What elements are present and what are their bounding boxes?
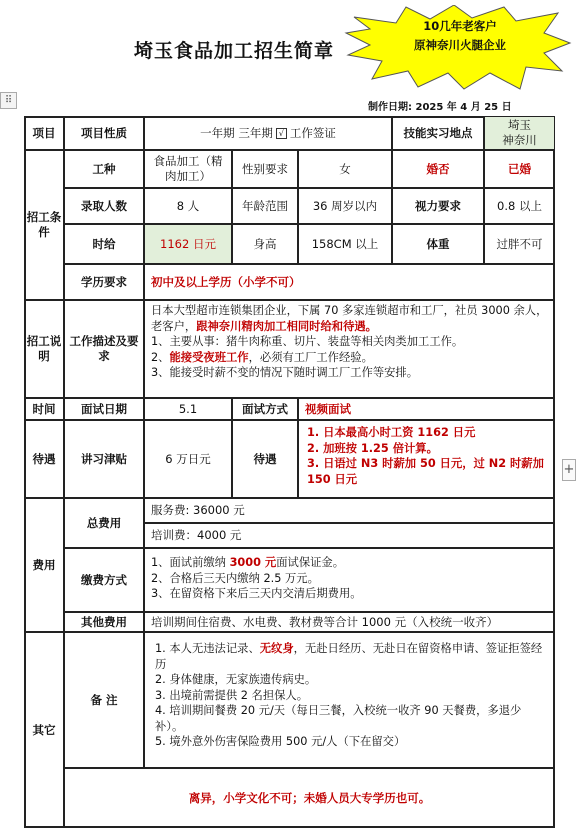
payment-step-3: 3、在留资格下来后三天内交清后期费用。 [151, 587, 362, 600]
job-label: 工种 [64, 150, 144, 188]
remark-2: 2. 身体健康，无家族遗传病史。 [155, 673, 317, 686]
remarks-footer: 离异，小学文化不可；未婚人员大专学历也可。 [64, 768, 555, 828]
work-visa-checkbox[interactable]: √ [276, 128, 287, 139]
payment-step-2: 2、合格后三天内缴纳 2.5 万元。 [151, 571, 319, 585]
description-p3: 2、能接受夜班工作，必须有工厂工作经验。 [151, 350, 373, 364]
treatment-item: 2. 加班按 1.25 倍计算。 [307, 441, 438, 455]
payment-step-1: 1、面试前缴纳 3000 元面试保证金。 [151, 556, 345, 569]
section-conditions: 招工条件 [24, 150, 64, 300]
section-treatment: 待遇 [24, 420, 64, 498]
interview-method-value: 视频面试 [298, 398, 555, 420]
header-nature-label: 项目性质 [64, 116, 144, 150]
description-p1: 日本大型超市连锁集团企业，下属 70 多家连锁超市和工厂，社员 3000 余人，老客户，跟神奈川精肉加工相同时给和待遇。 [151, 304, 548, 333]
payment-method-label: 缴费方式 [64, 548, 144, 612]
service-fee: 服务费: 36000 元 [144, 498, 555, 523]
wage-value: 1162 日元 [144, 224, 232, 264]
section-fees: 费用 [24, 498, 64, 632]
table-drag-handle-icon[interactable]: ⠿ [0, 92, 17, 109]
remark-3: 3. 出境前需提供 2 名担保人。 [155, 688, 309, 702]
edu-value: 初中及以上学历（小学不可） [144, 264, 555, 300]
section-other: 其它 [24, 632, 64, 828]
weight-value: 过胖不可 [484, 224, 555, 264]
add-row-handle-icon[interactable]: + [562, 459, 576, 481]
treatment-item: 3. 日语过 N3 时薪加 50 日元，过 N2 时薪加 150 日元 [307, 457, 544, 486]
badge-line-1: 10几年老客户 [423, 19, 497, 33]
age-value: 36 周岁以内 [298, 188, 392, 224]
description-label: 工作描述及要求 [64, 300, 144, 398]
payment-method-list [144, 548, 555, 612]
treatment-list [298, 420, 555, 498]
total-fee-label: 总费用 [64, 498, 144, 548]
height-value: 158CM 以上 [298, 224, 392, 264]
deposit-amount: 3000 元 [229, 556, 277, 569]
gender-label: 性别要求 [232, 150, 298, 188]
edu-label: 学历要求 [64, 264, 144, 300]
married-label: 婚否 [392, 150, 484, 188]
age-label: 年龄范围 [232, 188, 298, 224]
header-location-label: 技能实习地点 [392, 116, 484, 150]
remarks-list [144, 632, 555, 768]
allowance-value: 6 万日元 [144, 420, 232, 498]
vision-label: 视力要求 [392, 188, 484, 224]
nature-options-text: 一年期 三年期 [200, 125, 273, 140]
height-label: 身高 [232, 224, 298, 264]
remark-4: 4. 培训期间餐费 20 元/天（每日三餐，入校统一收齐 90 天餐费，多退少补）。 [155, 704, 522, 733]
other-fee-value: 培训期间住宿费、水电费、教材费等合计 1000 元（入校统一收齐） [144, 612, 555, 632]
remark-5: 5. 境外意外伤害保险费用 500 元/人（下在留交） [155, 735, 406, 748]
location-value-1: 埼玉 [508, 118, 531, 132]
header-project: 项目 [24, 116, 64, 150]
interview-date-value: 5.1 [144, 398, 232, 420]
count-label: 录取人数 [64, 188, 144, 224]
description-p2: 1、主要从事：猪牛肉称重、切片、装盘等相关肉类加工工作。 [151, 335, 464, 348]
description-p4: 3、能接受时薪不变的情况下随时调工厂工作等安排。 [151, 366, 419, 379]
married-value: 已婚 [484, 150, 555, 188]
wage-label: 时给 [64, 224, 144, 264]
night-shift-emphasis: 能接受夜班工作 [169, 350, 249, 364]
vision-value: 0.8 以上 [484, 188, 555, 224]
allowance-label: 讲习津贴 [64, 420, 144, 498]
date-line: 制作日期: 2025 年 4 月 25 日 [368, 102, 512, 113]
other-fee-label: 其他费用 [64, 612, 144, 632]
nature-after-text: 工作签证 [289, 125, 336, 140]
weight-label: 体重 [392, 224, 484, 264]
treatment-label: 待遇 [232, 420, 298, 498]
count-value: 8 人 [144, 188, 232, 224]
interview-date-label: 面试日期 [64, 398, 144, 420]
header-nature-options [144, 116, 392, 150]
description-body [144, 300, 555, 398]
interview-method-label: 面试方式 [232, 398, 298, 420]
description-p1-emphasis: 跟神奈川精肉加工相同时给和待遇。 [196, 319, 377, 333]
remark-1: 1. 本人无违法记录、无纹身，无赴日经历、无赴日在留资格申请、签证拒签经历 [155, 642, 543, 671]
location-value-2: 神奈川 [502, 133, 537, 147]
section-time: 时间 [24, 398, 64, 420]
job-value: 食品加工（精肉加工） [144, 150, 232, 188]
section-description: 招工说明 [24, 300, 64, 398]
page-title: 埼玉食品加工招生简章 [134, 40, 335, 62]
badge-line-2: 原神奈川火腿企业 [414, 38, 506, 52]
no-tattoo-emphasis: 无纹身 [259, 642, 294, 655]
gender-value: 女 [298, 150, 392, 188]
training-fee: 培训费：4000 元 [144, 523, 555, 548]
header-location-value [484, 116, 555, 150]
treatment-item: 1. 日本最高小时工资 1162 日元 [307, 426, 476, 439]
remarks-label: 备 注 [64, 632, 144, 768]
